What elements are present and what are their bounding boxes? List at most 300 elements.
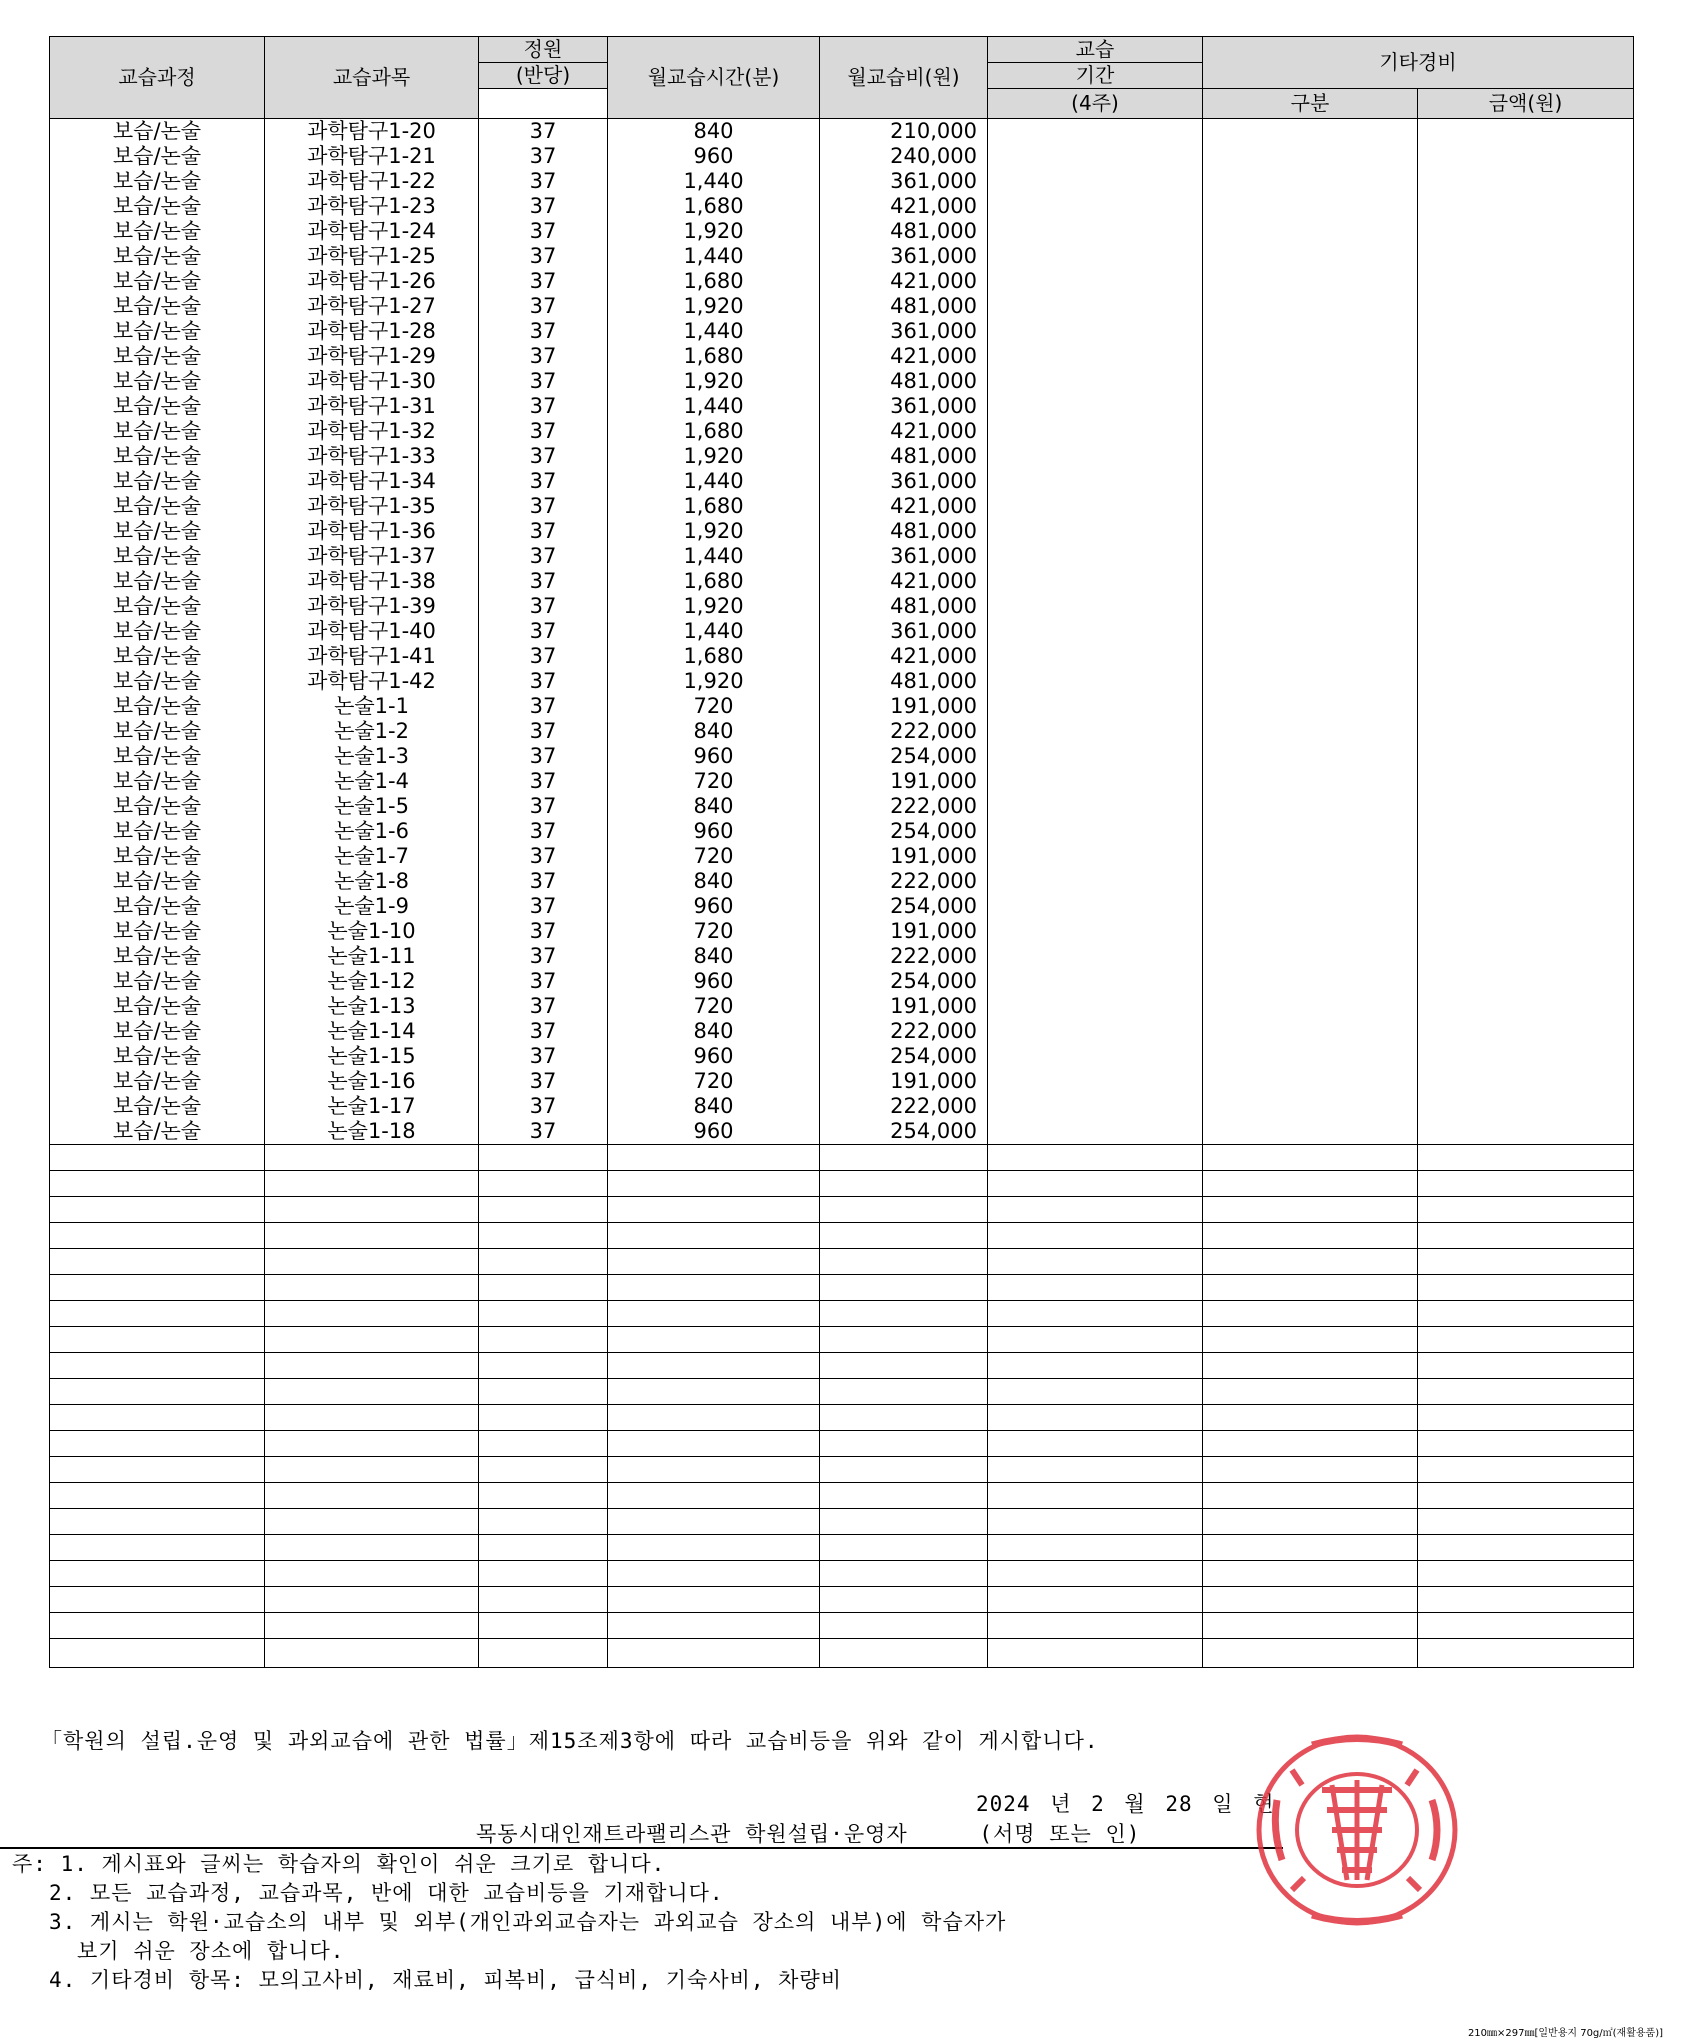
cell-period [988, 494, 1203, 519]
cell-other-type [1203, 844, 1418, 869]
cell-other-amount [1418, 719, 1634, 744]
cell-minutes: 1,920 [608, 369, 820, 394]
cell-subject: 과학탐구1-24 [265, 219, 479, 244]
cell-other-type [1203, 469, 1418, 494]
cell-course: 보습/논술 [50, 444, 265, 469]
cell-course: 보습/논술 [50, 644, 265, 669]
cell-subject: 논술1-12 [265, 969, 479, 994]
cell-course: 보습/논술 [50, 344, 265, 369]
cell-capacity: 37 [479, 844, 608, 869]
cell-subject: 과학탐구1-31 [265, 394, 479, 419]
cell-minutes: 720 [608, 1069, 820, 1094]
cell-other-amount [1418, 294, 1634, 319]
cell-minutes: 1,440 [608, 244, 820, 269]
cell-other-amount [1418, 519, 1634, 544]
empty-cell [265, 1327, 479, 1353]
empty-row [50, 1171, 1634, 1197]
cell-minutes: 840 [608, 944, 820, 969]
cell-course: 보습/논술 [50, 919, 265, 944]
cell-minutes: 1,680 [608, 494, 820, 519]
empty-cell [50, 1561, 265, 1587]
cell-fee: 361,000 [820, 394, 988, 419]
legal-notice: 「학원의 설립.운영 및 과외교습에 관한 법률」제15조제3항에 따라 교습비등을 위와 같이 게시합니다. [41, 1729, 1099, 1753]
empty-cell [50, 1483, 265, 1509]
cell-other-type [1203, 719, 1418, 744]
cell-other-amount [1418, 894, 1634, 919]
cell-subject: 과학탐구1-40 [265, 619, 479, 644]
cell-other-amount [1418, 969, 1634, 994]
cell-capacity: 37 [479, 794, 608, 819]
empty-cell [1203, 1353, 1418, 1379]
table-row [50, 244, 1634, 269]
empty-cell [608, 1613, 820, 1639]
cell-fee: 222,000 [820, 869, 988, 894]
empty-cell [1418, 1457, 1634, 1483]
cell-minutes: 840 [608, 119, 820, 145]
note-item: 2. 모든 교습과정, 교습과목, 반에 대한 교습비등을 기재합니다. [49, 1881, 724, 1905]
empty-cell [1203, 1561, 1418, 1587]
cell-period [988, 694, 1203, 719]
cell-other-amount [1418, 1044, 1634, 1069]
empty-cell [820, 1457, 988, 1483]
empty-cell [988, 1457, 1203, 1483]
empty-cell [50, 1405, 265, 1431]
empty-row [50, 1379, 1634, 1405]
cell-period [988, 319, 1203, 344]
empty-cell [479, 1509, 608, 1535]
cell-period [988, 1069, 1203, 1094]
empty-cell [608, 1405, 820, 1431]
cell-minutes: 960 [608, 894, 820, 919]
cell-fee: 254,000 [820, 969, 988, 994]
cell-capacity: 37 [479, 669, 608, 694]
cell-capacity: 37 [479, 744, 608, 769]
operator-line [476, 1818, 1140, 1848]
cell-subject: 과학탐구1-36 [265, 519, 479, 544]
empty-row [50, 1639, 1634, 1668]
table-row [50, 394, 1634, 419]
empty-cell [479, 1613, 608, 1639]
empty-cell [1203, 1197, 1418, 1223]
cell-fee: 361,000 [820, 619, 988, 644]
cell-period [988, 1094, 1203, 1119]
notes-divider [0, 1847, 1283, 1849]
cell-minutes: 1,440 [608, 394, 820, 419]
table-row [50, 719, 1634, 744]
empty-cell [265, 1535, 479, 1561]
empty-cell [1418, 1301, 1634, 1327]
cell-course: 보습/논술 [50, 694, 265, 719]
cell-other-type [1203, 919, 1418, 944]
cell-other-type [1203, 194, 1418, 219]
cell-other-amount [1418, 269, 1634, 294]
empty-cell [820, 1587, 988, 1613]
cell-period [988, 644, 1203, 669]
empty-cell [1203, 1275, 1418, 1301]
cell-fee: 481,000 [820, 669, 988, 694]
cell-course: 보습/논술 [50, 869, 265, 894]
cell-other-amount [1418, 569, 1634, 594]
empty-cell [608, 1483, 820, 1509]
cell-other-amount [1418, 394, 1634, 419]
cell-capacity: 37 [479, 1119, 608, 1145]
cell-subject: 과학탐구1-38 [265, 569, 479, 594]
cell-course: 보습/논술 [50, 944, 265, 969]
cell-minutes: 1,440 [608, 169, 820, 194]
empty-cell [820, 1171, 988, 1197]
cell-period [988, 369, 1203, 394]
empty-cell [479, 1639, 608, 1668]
cell-subject: 과학탐구1-33 [265, 444, 479, 469]
table-row [50, 144, 1634, 169]
cell-course: 보습/논술 [50, 1119, 265, 1145]
cell-other-type [1203, 594, 1418, 619]
empty-cell [50, 1197, 265, 1223]
cell-period [988, 569, 1203, 594]
cell-subject: 논술1-3 [265, 744, 479, 769]
table-row [50, 919, 1634, 944]
cell-capacity: 37 [479, 544, 608, 569]
cell-fee: 481,000 [820, 294, 988, 319]
cell-minutes: 840 [608, 1019, 820, 1044]
cell-subject: 논술1-5 [265, 794, 479, 819]
cell-other-type [1203, 1019, 1418, 1044]
cell-course: 보습/논술 [50, 1094, 265, 1119]
empty-cell [1418, 1249, 1634, 1275]
table-row [50, 444, 1634, 469]
cell-other-amount [1418, 1094, 1634, 1119]
empty-cell [479, 1535, 608, 1561]
cell-other-type [1203, 894, 1418, 919]
empty-cell [820, 1249, 988, 1275]
cell-capacity: 37 [479, 144, 608, 169]
cell-subject: 논술1-4 [265, 769, 479, 794]
cell-minutes: 960 [608, 1044, 820, 1069]
empty-cell [608, 1145, 820, 1171]
cell-other-amount [1418, 369, 1634, 394]
cell-fee: 421,000 [820, 344, 988, 369]
empty-cell [988, 1535, 1203, 1561]
header-monthly-fee: 월교습비(원) [820, 37, 988, 119]
cell-fee: 421,000 [820, 194, 988, 219]
cell-period [988, 669, 1203, 694]
cell-period [988, 119, 1203, 145]
table-row [50, 369, 1634, 394]
cell-period [988, 894, 1203, 919]
cell-other-amount [1418, 794, 1634, 819]
empty-cell [820, 1145, 988, 1171]
header-capacity-blank [479, 89, 608, 119]
empty-cell [1203, 1223, 1418, 1249]
cell-capacity: 37 [479, 619, 608, 644]
cell-course: 보습/논술 [50, 319, 265, 344]
cell-capacity: 37 [479, 319, 608, 344]
cell-period [988, 919, 1203, 944]
cell-other-amount [1418, 169, 1634, 194]
cell-other-type [1203, 244, 1418, 269]
empty-cell [988, 1561, 1203, 1587]
cell-subject: 논술1-14 [265, 1019, 479, 1044]
empty-cell [1418, 1223, 1634, 1249]
cell-subject: 과학탐구1-26 [265, 269, 479, 294]
empty-cell [608, 1353, 820, 1379]
cell-fee: 361,000 [820, 469, 988, 494]
empty-row [50, 1145, 1634, 1171]
empty-cell [820, 1431, 988, 1457]
empty-cell [1203, 1431, 1418, 1457]
cell-period [988, 394, 1203, 419]
empty-row [50, 1431, 1634, 1457]
empty-cell [50, 1457, 265, 1483]
empty-cell [820, 1483, 988, 1509]
cell-minutes: 720 [608, 769, 820, 794]
empty-cell [50, 1509, 265, 1535]
operator-name: 목동시대인재트라팰리스관 학원설립·운영자 [476, 1822, 908, 1846]
cell-course: 보습/논술 [50, 144, 265, 169]
empty-cell [1418, 1275, 1634, 1301]
empty-cell [608, 1509, 820, 1535]
note-item: 4. 기타경비 항목: 모의고사비, 재료비, 피복비, 급식비, 기숙사비, 차량비 [49, 1968, 843, 1992]
cell-course: 보습/논술 [50, 119, 265, 145]
cell-other-amount [1418, 869, 1634, 894]
cell-fee: 191,000 [820, 844, 988, 869]
empty-cell [265, 1431, 479, 1457]
cell-subject: 논술1-8 [265, 869, 479, 894]
cell-period [988, 269, 1203, 294]
empty-cell [608, 1197, 820, 1223]
empty-cell [479, 1197, 608, 1223]
cell-other-type [1203, 1069, 1418, 1094]
cell-period [988, 594, 1203, 619]
cell-other-type [1203, 1094, 1418, 1119]
table-row [50, 844, 1634, 869]
cell-course: 보습/논술 [50, 1069, 265, 1094]
empty-cell [265, 1561, 479, 1587]
table-row [50, 544, 1634, 569]
cell-subject: 과학탐구1-23 [265, 194, 479, 219]
empty-cell [1418, 1405, 1634, 1431]
cell-course: 보습/논술 [50, 1019, 265, 1044]
empty-row [50, 1249, 1634, 1275]
empty-cell [988, 1145, 1203, 1171]
table-row [50, 794, 1634, 819]
table-row [50, 469, 1634, 494]
empty-cell [988, 1639, 1203, 1668]
empty-cell [479, 1587, 608, 1613]
empty-cell [265, 1171, 479, 1197]
cell-subject: 과학탐구1-39 [265, 594, 479, 619]
cell-course: 보습/논술 [50, 469, 265, 494]
cell-capacity: 37 [479, 369, 608, 394]
empty-cell [265, 1457, 479, 1483]
cell-capacity: 37 [479, 194, 608, 219]
cell-other-amount [1418, 219, 1634, 244]
table-row [50, 994, 1634, 1019]
note-item: 3. 게시는 학원·교습소의 내부 및 외부(개인과외교습자는 과외교습 장소의 내부)에 학습자가 [49, 1910, 1007, 1934]
cell-minutes: 840 [608, 794, 820, 819]
table-row [50, 694, 1634, 719]
cell-minutes: 1,920 [608, 519, 820, 544]
cell-other-type [1203, 169, 1418, 194]
cell-fee: 254,000 [820, 819, 988, 844]
cell-fee: 481,000 [820, 594, 988, 619]
empty-cell [50, 1145, 265, 1171]
empty-cell [988, 1587, 1203, 1613]
cell-period [988, 969, 1203, 994]
header-other-type: 구분 [1203, 89, 1418, 119]
table-row [50, 744, 1634, 769]
cell-minutes: 1,440 [608, 544, 820, 569]
empty-cell [265, 1509, 479, 1535]
header-period-mid: 기간 [988, 63, 1203, 89]
cell-other-type [1203, 869, 1418, 894]
empty-cell [608, 1431, 820, 1457]
cell-course: 보습/논술 [50, 519, 265, 544]
cell-fee: 191,000 [820, 769, 988, 794]
empty-cell [1203, 1405, 1418, 1431]
notes-list [12, 1850, 1006, 1995]
cell-period [988, 219, 1203, 244]
empty-cell [820, 1405, 988, 1431]
empty-row [50, 1405, 1634, 1431]
empty-cell [820, 1301, 988, 1327]
cell-period [988, 619, 1203, 644]
cell-minutes: 960 [608, 1119, 820, 1145]
cell-minutes: 840 [608, 719, 820, 744]
empty-cell [479, 1223, 608, 1249]
cell-minutes: 1,680 [608, 344, 820, 369]
table-row [50, 1019, 1634, 1044]
empty-cell [1418, 1535, 1634, 1561]
cell-minutes: 1,680 [608, 269, 820, 294]
empty-cell [50, 1379, 265, 1405]
empty-cell [988, 1483, 1203, 1509]
cell-capacity: 37 [479, 969, 608, 994]
empty-cell [988, 1223, 1203, 1249]
empty-row [50, 1457, 1634, 1483]
cell-other-type [1203, 944, 1418, 969]
cell-subject: 과학탐구1-37 [265, 544, 479, 569]
cell-other-type [1203, 819, 1418, 844]
empty-row [50, 1509, 1634, 1535]
empty-cell [265, 1587, 479, 1613]
empty-cell [1203, 1483, 1418, 1509]
cell-capacity: 37 [479, 644, 608, 669]
empty-cell [265, 1145, 479, 1171]
cell-minutes: 720 [608, 994, 820, 1019]
cell-subject: 논술1-2 [265, 719, 479, 744]
empty-cell [820, 1535, 988, 1561]
empty-cell [820, 1379, 988, 1405]
cell-subject: 논술1-16 [265, 1069, 479, 1094]
cell-capacity: 37 [479, 519, 608, 544]
cell-course: 보습/논술 [50, 969, 265, 994]
empty-cell [820, 1613, 988, 1639]
empty-cell [265, 1639, 479, 1668]
cell-capacity: 37 [479, 469, 608, 494]
cell-course: 보습/논술 [50, 719, 265, 744]
cell-fee: 421,000 [820, 644, 988, 669]
empty-cell [50, 1327, 265, 1353]
cell-capacity: 37 [479, 569, 608, 594]
empty-cell [608, 1327, 820, 1353]
table-row [50, 294, 1634, 319]
empty-row [50, 1275, 1634, 1301]
empty-cell [1203, 1301, 1418, 1327]
cell-minutes: 720 [608, 694, 820, 719]
cell-subject: 과학탐구1-41 [265, 644, 479, 669]
cell-capacity: 37 [479, 419, 608, 444]
empty-cell [608, 1587, 820, 1613]
empty-cell [988, 1171, 1203, 1197]
empty-cell [50, 1535, 265, 1561]
empty-cell [479, 1431, 608, 1457]
cell-other-type [1203, 519, 1418, 544]
empty-cell [1203, 1171, 1418, 1197]
cell-fee: 191,000 [820, 919, 988, 944]
cell-other-type [1203, 294, 1418, 319]
table-row [50, 944, 1634, 969]
cell-other-amount [1418, 1069, 1634, 1094]
cell-other-amount [1418, 319, 1634, 344]
cell-other-type [1203, 344, 1418, 369]
cell-capacity: 37 [479, 994, 608, 1019]
cell-subject: 논술1-13 [265, 994, 479, 1019]
cell-subject: 논술1-10 [265, 919, 479, 944]
empty-cell [265, 1301, 479, 1327]
table-row [50, 769, 1634, 794]
cell-subject: 과학탐구1-29 [265, 344, 479, 369]
cell-subject: 논술1-6 [265, 819, 479, 844]
cell-capacity: 37 [479, 269, 608, 294]
cell-course: 보습/논술 [50, 894, 265, 919]
note-item: 주: 1. 게시표와 글씨는 학습자의 확인이 쉬운 크기로 합니다. [12, 1852, 666, 1876]
table-row [50, 869, 1634, 894]
cell-other-type [1203, 644, 1418, 669]
cell-course: 보습/논술 [50, 744, 265, 769]
cell-course: 보습/논술 [50, 669, 265, 694]
cell-minutes: 1,440 [608, 319, 820, 344]
fee-rows [50, 119, 1634, 1668]
cell-capacity: 37 [479, 1019, 608, 1044]
cell-minutes: 1,680 [608, 194, 820, 219]
empty-cell [265, 1197, 479, 1223]
empty-row [50, 1301, 1634, 1327]
cell-course: 보습/논술 [50, 194, 265, 219]
empty-cell [479, 1483, 608, 1509]
cell-fee: 481,000 [820, 519, 988, 544]
empty-row [50, 1587, 1634, 1613]
cell-fee: 191,000 [820, 1069, 988, 1094]
empty-cell [988, 1327, 1203, 1353]
cell-capacity: 37 [479, 894, 608, 919]
cell-other-type [1203, 969, 1418, 994]
table-row [50, 1044, 1634, 1069]
cell-other-amount [1418, 1119, 1634, 1145]
cell-course: 보습/논술 [50, 769, 265, 794]
cell-period [988, 1044, 1203, 1069]
empty-cell [1418, 1509, 1634, 1535]
table-row [50, 669, 1634, 694]
cell-capacity: 37 [479, 869, 608, 894]
empty-cell [1203, 1587, 1418, 1613]
cell-fee: 361,000 [820, 169, 988, 194]
empty-cell [1418, 1327, 1634, 1353]
cell-period [988, 1119, 1203, 1145]
cell-course: 보습/논술 [50, 219, 265, 244]
cell-subject: 과학탐구1-30 [265, 369, 479, 394]
cell-period [988, 744, 1203, 769]
